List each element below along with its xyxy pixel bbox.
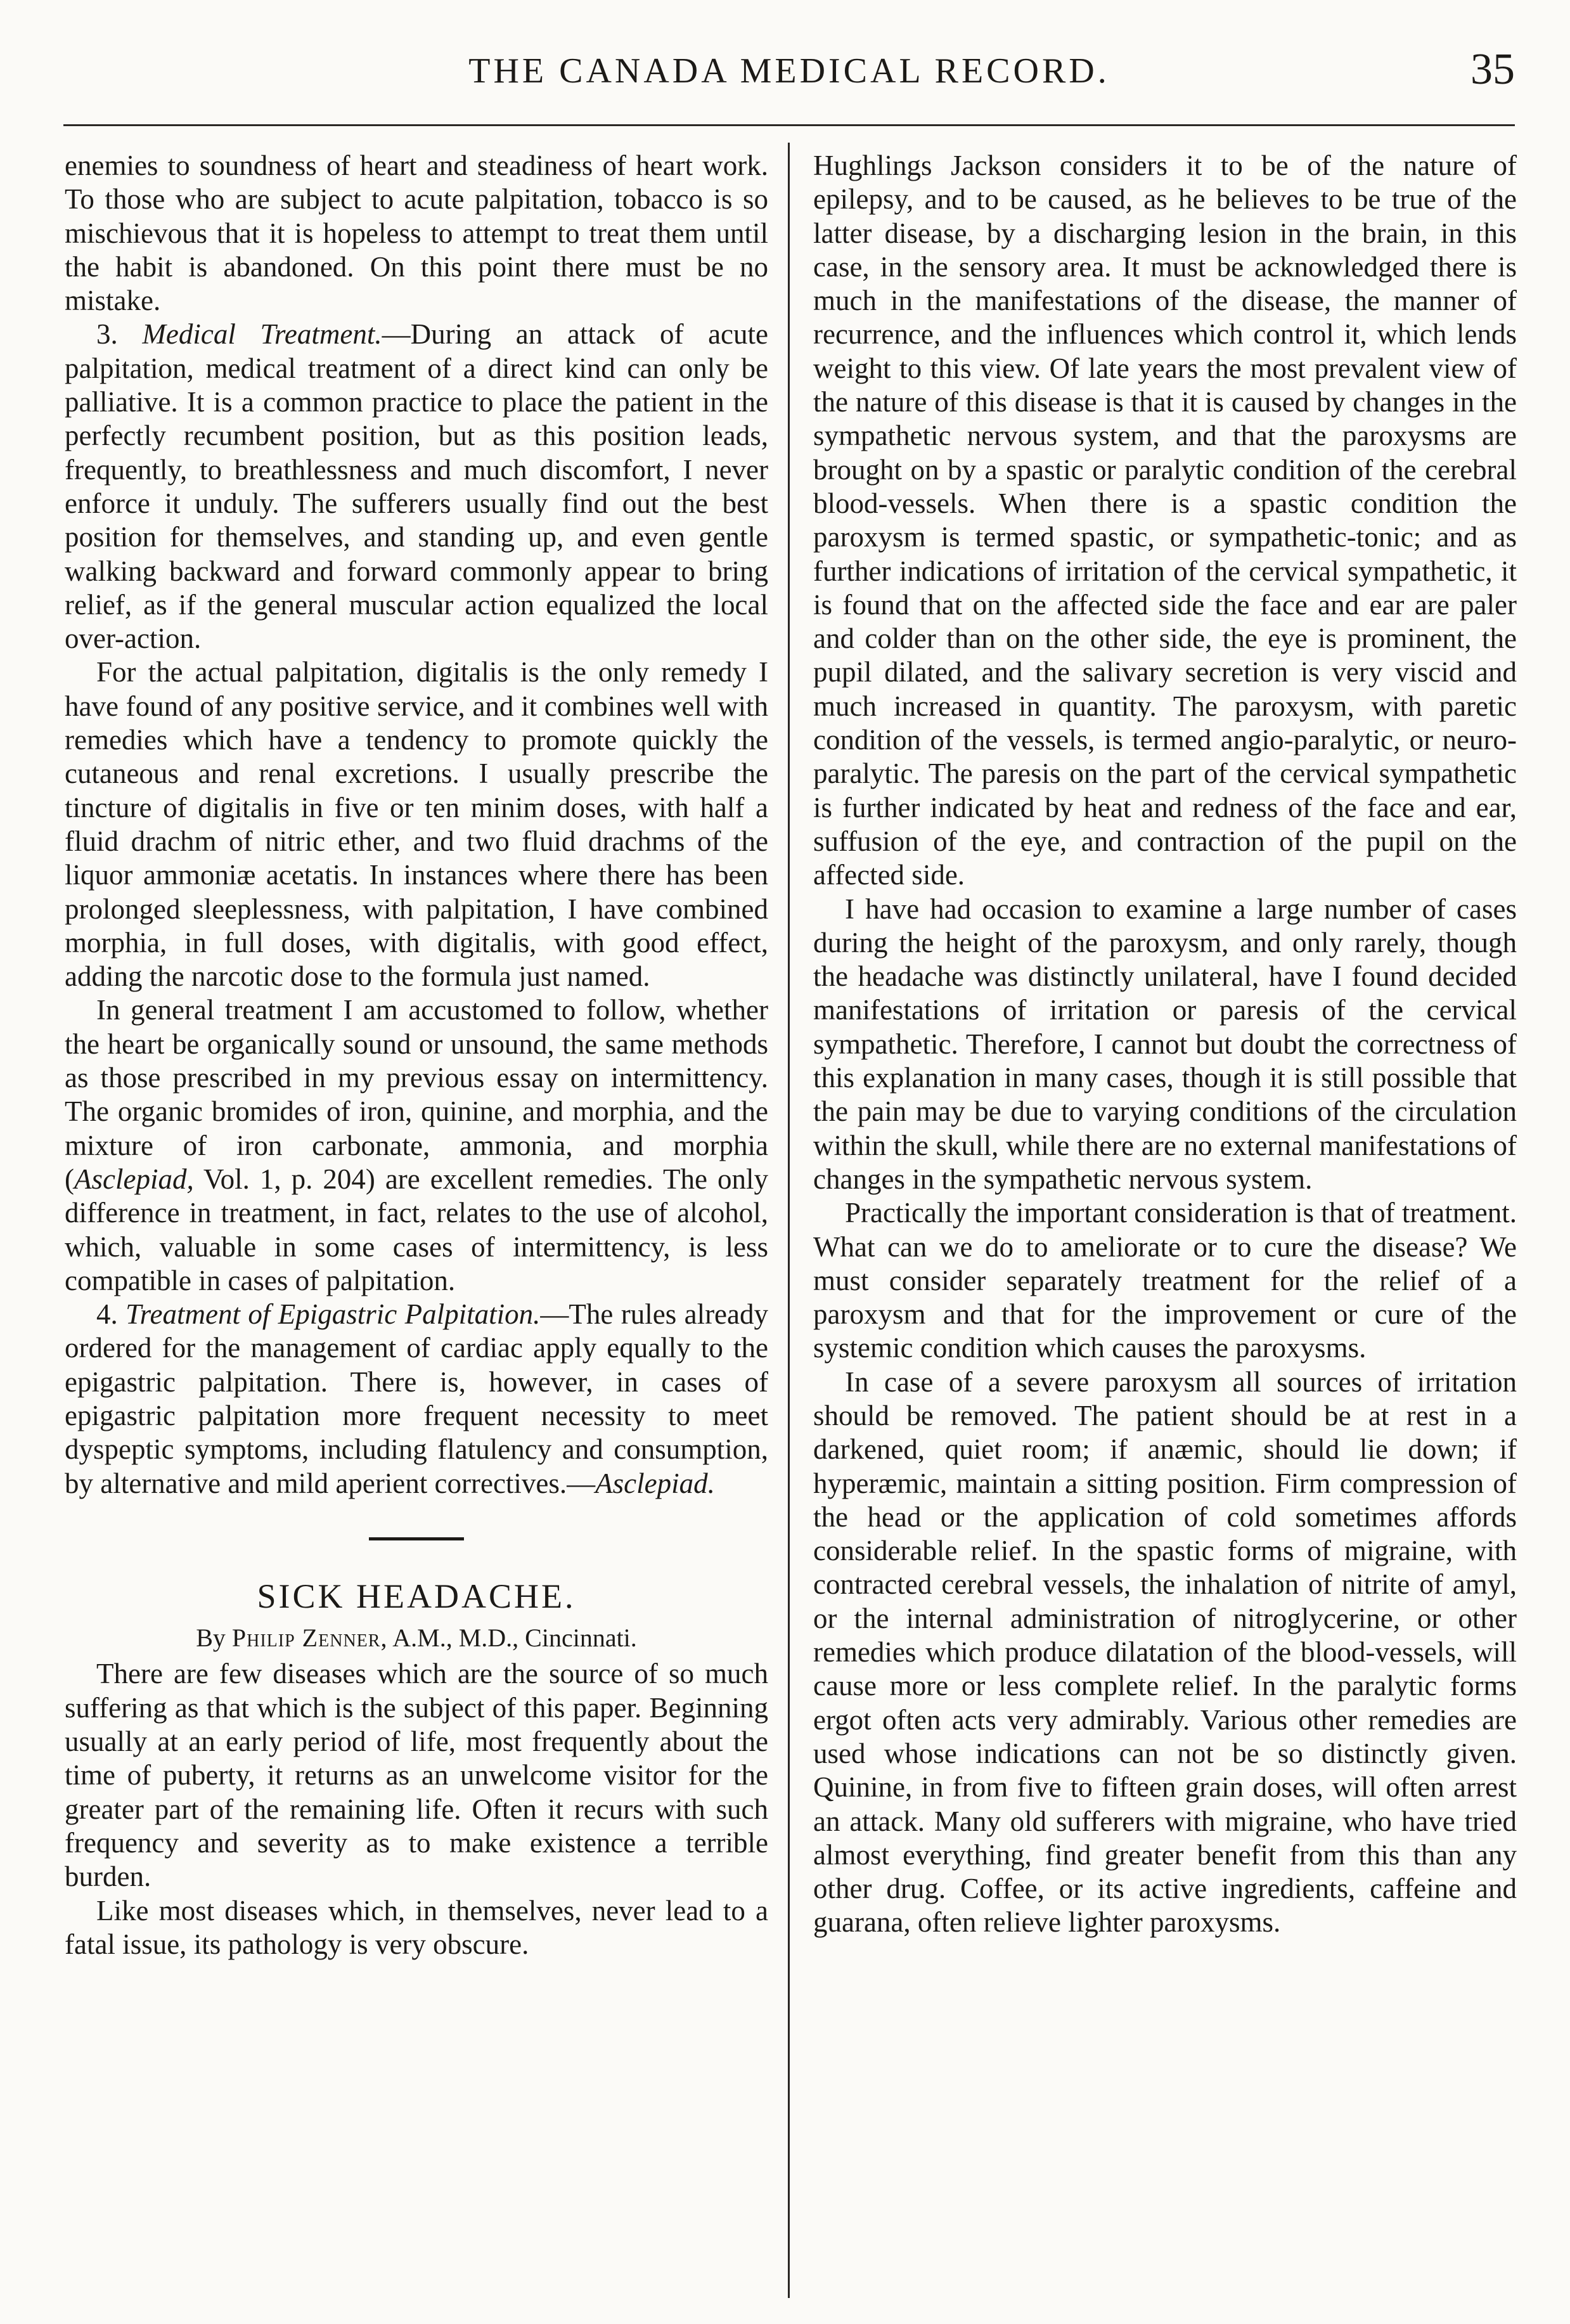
page-number: 35 [1470, 45, 1515, 94]
byline-prefix: By [196, 1624, 226, 1653]
column-divider [788, 143, 790, 2298]
section-number: 3. [96, 318, 118, 351]
article-title: SICK HEADACHE. [257, 1577, 576, 1615]
paragraph-intro: There are few diseases which are the source of so much suffering as that which is the subject of this paper. Beginning usually at an early period of life, most frequently about the time of puberty, it returns as an unwelcome visitor for the greater part of the remaining life. Often it recurs with such frequency and severity as to make existence a terrible burden. [65, 1658, 768, 1893]
author-credentials: A.M., M.D., Cincinnati. [392, 1624, 637, 1653]
running-head [63, 44, 1515, 114]
section-heading-epigastric: Treatment of Epigastric Palpitation. [125, 1298, 541, 1331]
byline [65, 1621, 768, 1655]
section-number: 4. [96, 1298, 118, 1331]
paragraph-treatment-consideration: Practically the important consideration is that of treatment. What can we do to ameliorate or to cure the disease? We must consider separately treatment for the relief of a paroxysm and that for the improvement or cure of the systemic condition which causes the paroxysms. [813, 1197, 1517, 1364]
section-heading-medical-treatment: Medical Treatment. [142, 318, 382, 351]
article-separator-rule [369, 1537, 464, 1540]
paragraph-digitalis: For the actual palpitation, digitalis is the only remedy I have found of any positive service, and it combines well with remedies which have a tendency to promote quickly the cutaneous and renal excretions. I usually prescribe the tincture of digitalis in five or ten minim doses, with half a fluid drachm of nitric ether, and two fluid drachms of the liquor ammoniæ acetatis. In instances where there has been prolonged sleeplessness, with palpitation, I have combined morphia, in full doses, with digitalis, with good effect, adding the narcotic dose to the formula just named. [65, 656, 768, 993]
section-body: —The rules already ordered for the management of cardiac apply equally to the epigastric palpitation. There is, however, in cases of epigastric palpitation more frequent necessity to meet dyspeptic symptoms, including flatulency and consumption, by alternative and mild aperient correctives.— [65, 1298, 768, 1499]
source-attribution: Asclepiad. [595, 1467, 715, 1499]
citation-asclepiad: Asclepiad, [74, 1163, 194, 1195]
left-column [65, 149, 768, 2298]
paragraph-severe-paroxysm: In case of a severe paroxysm all sources of irritation should be removed. The patient should be at rest in a darkened, quiet room; if anæmic, should lie down; if hyperæmic, maintain a sitting position. Firm compression of the head or the application of cold sometimes affords considerable relief. In the spastic forms of migraine, with contracted cerebral vessels, the inhalation of nitrite of amyl, or the internal administration of nitroglycerine, or other remedies which produce dilatation of the blood-vessels, will cause more or less complete relief. In the paralytic forms ergot often acts very admirably. Various other remedies are used whose indications can not be so distinctly given. Quinine, in from five to fifteen grain doses, will often arrest an attack. Many old sufferers with migraine, who have tried almost everything, find greater benefit from this than any other drug. Coffee, or its active ingredients, caffeine and guarana, often relieve lighter paroxysms. [813, 1365, 1517, 1939]
paragraph-medical-treatment [65, 318, 768, 655]
header-rule [63, 124, 1515, 126]
paragraph-pathology: Like most diseases which, in themselves, never lead to a fatal issue, its pathology is very obscure. [65, 1894, 768, 1960]
running-title: THE CANADA MEDICAL RECORD. [468, 51, 1110, 91]
section-body: —During an attack of acute palpitation, medical treatment of a direct kind can only be palliative. It is a common practice to place the patient in the perfectly recumbent position, but as this position leads, frequently, to breathlessness and much discomfort, I never enforce it unduly. The sufferers usually find out the best position for themselves, and standing up, and even gentle walking backward and forward commonly appear to bring relief, as if the general muscular action equalized the local over-action. [65, 318, 768, 655]
paragraph-general-treatment [65, 993, 768, 1298]
paragraph-continued: enemies to soundness of heart and steadiness of heart work. To those who are subject to acute palpitation, tobacco is so mischievous that it is hopeless to attempt to treat them until the habit is abandoned. On this point there must be no mistake. [65, 150, 768, 317]
right-column [813, 149, 1517, 2298]
paragraph-examination: I have had occasion to examine a large number of cases during the height of the paroxysm, and only rarely, though the headache was distinctly unilateral, have I found decided manifestations of irritation or paresis of the cervical sympathetic. Therefore, I cannot but doubt the correctness of this explanation in many cases, though it is still possible that the pain may be due to varying conditions of the circulation within the skull, while there are no external manifestations of changes in the sympathetic nervous system. [813, 893, 1517, 1195]
paragraph-jackson: Hughlings Jackson considers it to be of the nature of epilepsy, and to be caused, as he believes to be true of the latter disease, by a discharging lesion in the brain, in this case, in the sensory area. It must be acknowledged there is much in the manifestations of the disease, the manner of recurrence, and the influences which control it, which lends weight to this view. Of late years the most prevalent view of the nature of this disease is that it is caused by changes in the sympathetic nervous system, and that the paroxysms are brought on by a spastic or paralytic condition of the cerebral blood-vessels. When there is a spastic condition the paroxysm is termed spastic, or sympathetic-tonic; and as further indications of irritation of the cervical sympathetic, it is found that on the affected side the face and ear are paler and colder than on the other side, the eye is prominent, the pupil dilated, and the salivary secretion is very viscid and much increased in quantity. The paroxysm, with paretic condition of the vessels, is termed angio-paralytic, or neuro-paralytic. The paresis on the part of the cervical sympathetic is further indicated by heat and redness of the face and ear, suffusion of the eye, and contraction of the pupil on the affected side. [813, 150, 1517, 891]
text-run: Vol. 1, p. 204) are excellent remedies. The only difference in treatment, in fact, relates to the use of alcohol, which, valuable in some cases of intermittency, is less compatible in cases of palpitation. [65, 1163, 768, 1296]
author-name: Philip Zenner, [231, 1624, 388, 1653]
text-run: In general treatment I am accustomed to follow, whether the heart be organically sound or unsound, the same methods as those prescribed in my previous essay on intermittency. The organic bromides of iron, quinine, and morphia, and the mixture of iron carbonate, ammonia, and morphia ( [65, 994, 768, 1195]
paragraph-epigastric [65, 1298, 768, 1501]
